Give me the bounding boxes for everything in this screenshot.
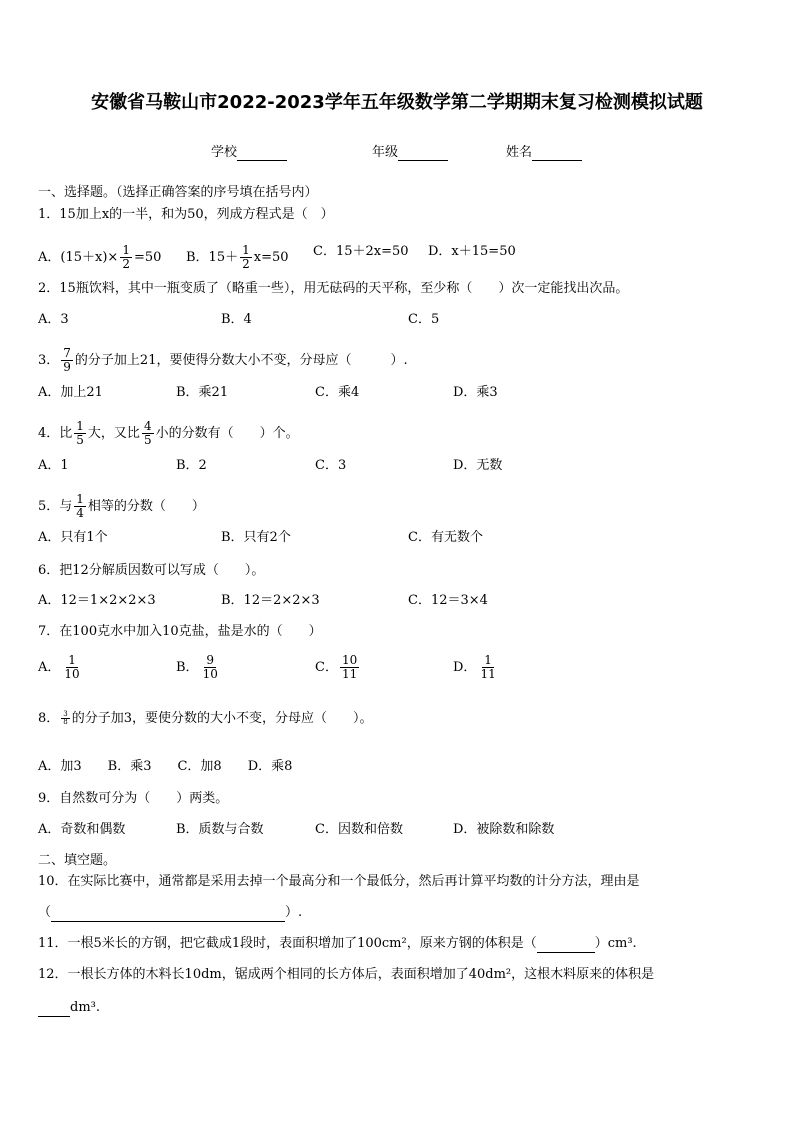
name-label: 姓名 xyxy=(506,145,533,160)
q5-denominator: 4 xyxy=(76,506,84,520)
grade-blank[interactable] xyxy=(398,145,448,161)
q4-fraction-1 xyxy=(74,420,86,447)
q8-number: 8． xyxy=(38,711,60,726)
q3-numerator: 7 xyxy=(63,346,71,360)
q4-stem xyxy=(38,420,299,447)
q10-stem: 10．在实际比赛中，通常都是采用去掉一个最高分和一个最低分，然后再计算平均数的计分方法，理由是 xyxy=(38,874,640,889)
q4-text-pre: 4．比 xyxy=(38,426,73,441)
name-field xyxy=(506,141,582,161)
grade-field xyxy=(372,141,448,161)
q1-a-text: A．(15＋x)× xyxy=(38,250,119,265)
q5-stem xyxy=(38,493,205,520)
q6-option-a[interactable]: A．12＝1×2×2×3 xyxy=(38,593,156,608)
q8-numerator: 3 xyxy=(63,710,68,718)
q7-b-denominator: 10 xyxy=(202,667,218,681)
q8-options[interactable]: A．加3 B．乘3 C．加8 D．乘8 xyxy=(38,759,293,774)
q1-a-fraction xyxy=(120,244,132,271)
q9-stem: 9．自然数可分为（ ）两类。 xyxy=(38,791,229,806)
q5-text-pre: 5．与 xyxy=(38,499,73,514)
q7-option-a[interactable] xyxy=(38,654,84,681)
q7-a-label: A． xyxy=(38,660,61,675)
q7-d-numerator: 1 xyxy=(484,653,492,667)
q1-stem: 1．15加上x的一半，和为50，列成方程式是（ ） xyxy=(38,207,334,222)
q7-b-numerator: 9 xyxy=(206,653,215,667)
q7-d-label: D． xyxy=(453,660,477,675)
q10-open-paren: （ xyxy=(38,905,52,920)
grade-label: 年级 xyxy=(372,145,399,160)
q11-text-pre: 11．一根5米长的方钢，把它截成1段时，表面积增加了100cm²，原来方钢的体积是（ xyxy=(38,936,537,951)
q11-text-post: ）cm³. xyxy=(594,936,637,951)
q7-c-label: C． xyxy=(315,660,338,675)
q12-answer-blank[interactable] xyxy=(38,1000,70,1017)
q4-option-a[interactable]: A．1 xyxy=(38,458,69,473)
q10-answer-line xyxy=(38,905,302,922)
q5-text-post: 相等的分数（ ） xyxy=(87,499,205,514)
q1-option-c[interactable]: C．15＋2x=50 xyxy=(313,244,409,259)
q8-fraction xyxy=(61,711,69,726)
q8-denominator: 8 xyxy=(63,718,68,726)
q10-answer-blank[interactable] xyxy=(51,905,285,922)
q11-stem xyxy=(38,936,637,953)
q7-option-c[interactable] xyxy=(315,654,361,681)
q7-option-b[interactable] xyxy=(176,654,222,681)
q9-option-b[interactable]: B．质数与合数 xyxy=(176,822,264,837)
q1-option-a[interactable] xyxy=(38,244,161,271)
q7-c-denominator: 11 xyxy=(341,667,358,681)
q4-denominator-1: 5 xyxy=(76,433,84,447)
q5-option-a[interactable]: A．只有1个 xyxy=(38,530,108,545)
q12-stem: 12．一根长方体的木料长10dm，锯成两个相同的长方体后，表面积增加了40dm²，这根木料原来的体积是 xyxy=(38,967,655,982)
q12-answer-line xyxy=(38,1000,100,1017)
q4-text-post: 小的分数有（ ）个。 xyxy=(155,426,299,441)
q2-stem: 2．15瓶饮料，其中一瓶变质了（略重一些），用无砝码的天平称，至少称（ ）次一定能找出次品。 xyxy=(38,281,629,296)
q3-number: 3． xyxy=(38,353,60,368)
school-blank[interactable] xyxy=(237,145,287,161)
q1-b-numerator: 1 xyxy=(242,243,250,257)
q7-d-fraction xyxy=(478,654,497,681)
q7-a-fraction xyxy=(62,654,81,681)
q9-option-c[interactable]: C．因数和倍数 xyxy=(315,822,403,837)
q1-b-denominator: 2 xyxy=(242,257,250,271)
q4-numerator-2: 4 xyxy=(143,419,152,433)
section-choice-heading: 一、选择题。（选择正确答案的序号填在括号内） xyxy=(38,185,318,200)
q7-b-fraction xyxy=(201,654,220,681)
q6-option-c[interactable]: C．12＝3×4 xyxy=(408,593,488,608)
q7-a-denominator: 10 xyxy=(64,667,80,681)
q9-option-d[interactable]: D．被除数和除数 xyxy=(453,822,555,837)
q7-b-label: B． xyxy=(176,660,199,675)
q4-text-mid: 大，又比 xyxy=(87,426,140,441)
name-blank[interactable] xyxy=(532,145,582,161)
q3-option-b[interactable]: B．乘21 xyxy=(176,385,229,400)
q5-option-c[interactable]: C．有无数个 xyxy=(408,530,483,545)
q3-option-d[interactable]: D．乘3 xyxy=(453,385,498,400)
q4-fraction-2 xyxy=(142,420,154,447)
q3-stem xyxy=(38,347,408,374)
q1-a-tail: =50 xyxy=(133,250,162,265)
q7-option-d[interactable] xyxy=(453,654,500,681)
q5-numerator: 1 xyxy=(76,492,84,506)
q2-option-c[interactable]: C．5 xyxy=(408,312,440,327)
q7-stem: 7．在100克水中加入10克盐，盐是水的（ ） xyxy=(38,624,322,639)
q12-unit: dm³. xyxy=(70,1000,100,1015)
q1-option-b[interactable] xyxy=(186,244,289,271)
q1-b-fraction xyxy=(240,244,252,271)
page-title: 安徽省马鞍山市2022-2023学年五年级数学第二学期期末复习检测模拟试题 xyxy=(91,92,703,113)
q11-answer-blank[interactable] xyxy=(537,936,595,953)
q1-a-denominator: 2 xyxy=(122,257,130,271)
q6-stem: 6．把12分解质因数可以写成（ ）。 xyxy=(38,563,265,578)
q2-option-a[interactable]: A．3 xyxy=(38,312,69,327)
q4-option-b[interactable]: B．2 xyxy=(176,458,207,473)
q3-option-c[interactable]: C．乘4 xyxy=(315,385,360,400)
school-field xyxy=(211,141,287,161)
q7-d-denominator: 11 xyxy=(480,667,496,681)
q7-c-fraction xyxy=(340,654,359,681)
section-fill-heading: 二、填空题。 xyxy=(38,853,117,868)
q1-b-tail: x=50 xyxy=(253,250,289,265)
q7-a-numerator: 1 xyxy=(68,653,76,667)
q10-close-paren: ）. xyxy=(285,905,303,920)
q9-option-a[interactable]: A．奇数和偶数 xyxy=(38,822,126,837)
q3-text: 的分子加上21，要使得分数大小不变，分母应（ ）. xyxy=(74,353,408,368)
q3-option-a[interactable]: A．加上21 xyxy=(38,385,103,400)
q4-option-c[interactable]: C．3 xyxy=(315,458,347,473)
school-label: 学校 xyxy=(211,145,238,160)
q5-option-b[interactable]: B．只有2个 xyxy=(221,530,291,545)
q4-option-d[interactable]: D．无数 xyxy=(453,458,503,473)
q4-numerator-1: 1 xyxy=(76,419,84,433)
q8-stem xyxy=(38,711,373,727)
q8-text: 的分子加3，要使分数的大小不变，分母应（ ）。 xyxy=(71,711,373,726)
q7-c-numerator: 10 xyxy=(341,653,358,667)
q5-fraction xyxy=(74,493,86,520)
q2-option-b[interactable]: B．4 xyxy=(221,312,252,327)
q1-b-text: B．15＋ xyxy=(186,250,239,265)
q1-option-d[interactable]: D．x＋15=50 xyxy=(428,244,516,259)
q6-option-b[interactable]: B．12＝2×2×3 xyxy=(221,593,320,608)
q3-fraction xyxy=(61,347,73,374)
q1-a-numerator: 1 xyxy=(122,243,130,257)
q3-denominator: 9 xyxy=(63,360,71,374)
q4-denominator-2: 5 xyxy=(143,433,152,447)
